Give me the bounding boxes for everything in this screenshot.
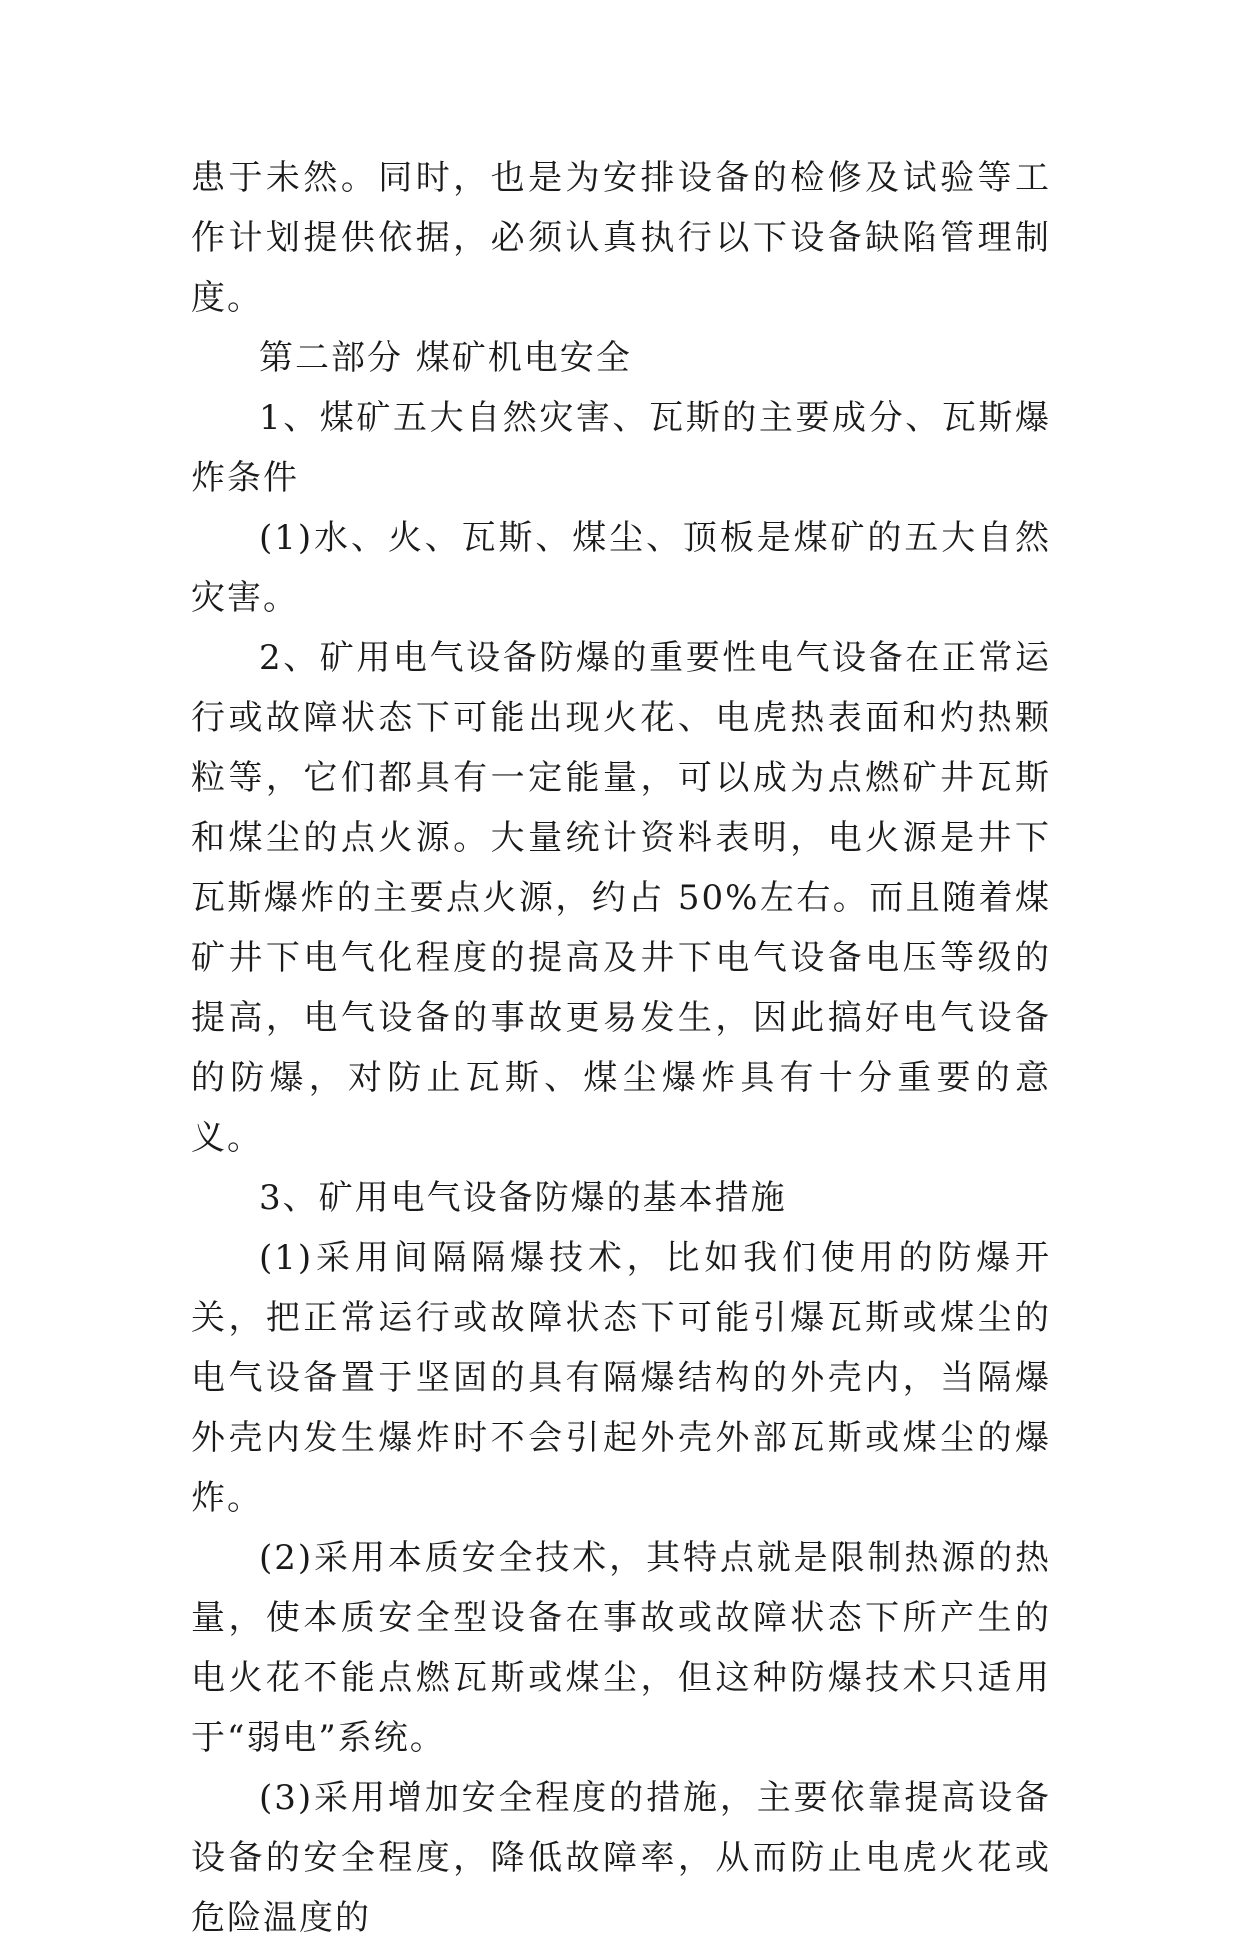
paragraph-measure-1: (1)采用间隔隔爆技术，比如我们使用的防爆开关，把正常运行或故障状态下可能引爆瓦斯或煤尘的电气设备置于坚固的具有隔爆结构的外壳内，当隔爆外壳内发生爆炸时不会引起外壳外部瓦斯或煤尘的爆炸。 bbox=[191, 1238, 1051, 1518]
paragraph-explosion-importance: 2、矿用电气设备防爆的重要性电气设备在正常运行或故障状态下可能出现火花、电虎热表面和灼热颗粒等，它们都具有一定能量，可以成为点燃矿井瓦斯和煤尘的点火源。大量统计资料表明，电火源是井下瓦斯爆炸的主要点火源，约占 50%左右。而且随着煤矿井下电气化程度的提高及井下电气设备电压等级的提高，电气设备的事故更易发生，因此搞好电气设备的防爆，对防止瓦斯、煤尘爆炸具有十分重要的意义。 bbox=[191, 638, 1051, 1158]
section-heading: 第二部分 煤矿机电安全 bbox=[259, 338, 632, 378]
paragraph-continuation: 患于未然。同时，也是为安排设备的检修及试验等工作计划提供依据，必须认真执行以下设备缺陷管理制度。 bbox=[191, 158, 1051, 318]
paragraph-measure-3: (3)采用增加安全程度的措施，主要依靠提高设备设备的安全程度，降低故障率，从而防止电虎火花或危险温度的 bbox=[191, 1778, 1051, 1938]
document-body bbox=[191, 148, 1051, 1948]
item-heading-3: 3、矿用电气设备防爆的基本措施 bbox=[259, 1178, 787, 1218]
paragraph-disasters: (1)水、火、瓦斯、煤尘、顶板是煤矿的五大自然灾害。 bbox=[191, 518, 1051, 618]
paragraph-measure-2: (2)采用本质安全技术，其特点就是限制热源的热量，使本质安全型设备在事故或故障状态下所产生的电火花不能点燃瓦斯或煤尘，但这种防爆技术只适用于“弱电”系统。 bbox=[191, 1538, 1051, 1758]
item-heading-1: 1、煤矿五大自然灾害、瓦斯的主要成分、瓦斯爆炸条件 bbox=[191, 398, 1051, 498]
